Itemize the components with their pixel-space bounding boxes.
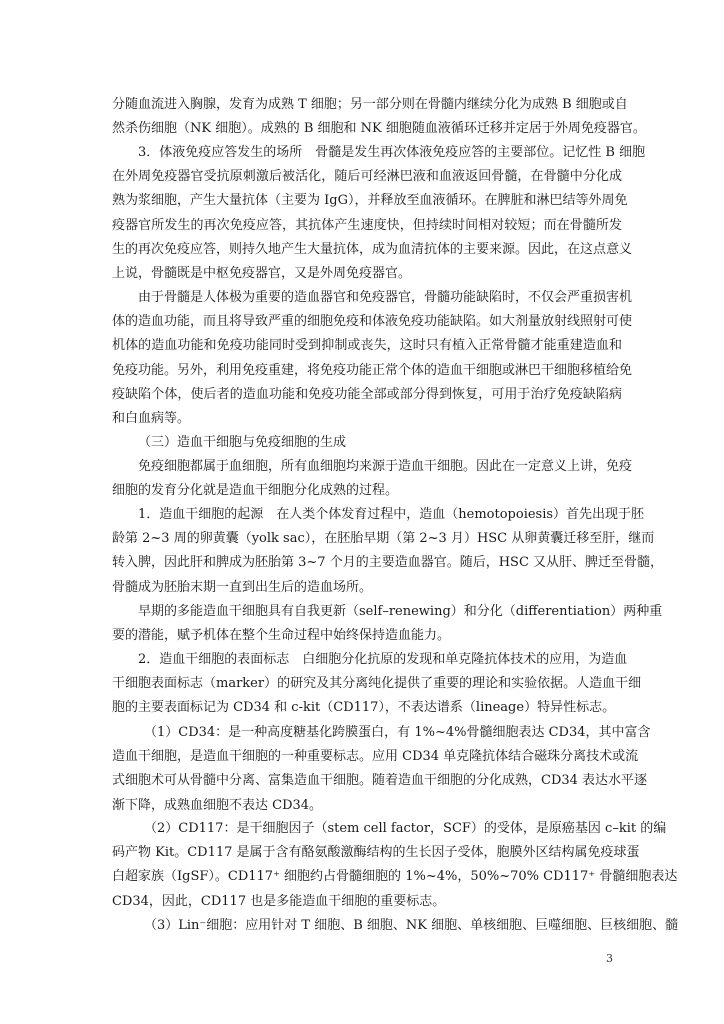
- page-number: 3: [606, 952, 613, 965]
- text-line: 细胞的发育分化就是造血干细胞分化成熟的过程。: [112, 483, 399, 499]
- text-line: 早期的多能造血干细胞具有自我更新（self–renewing）和分化（differentiation）两种重: [138, 604, 663, 619]
- text-line: 渐下降，成熟血细胞不表达 CD34。: [112, 797, 323, 813]
- text-line: 分随血流进入胸腺，发育为成熟 T 细胞；另一部分则在骨髓内继续分化为成熟 B 细胞或自: [112, 97, 628, 112]
- paragraph-self-renewal: [112, 600, 663, 648]
- text-line: 3．体液免疫应答发生的场所 骨髓是发生再次体液免疫应答的主要部位。记忆性 B 细胞: [138, 145, 646, 160]
- text-line: 造血干细胞，是造血干细胞的一种重要标志。应用 CD34 单克隆抗体结合磁珠分离技术或流: [112, 749, 639, 765]
- text-line: 干细胞表面标志（marker）的研究及其分离纯化提供了重要的理论和实验依据。人造血干细: [112, 676, 642, 692]
- text-line: 码产物 Kit。CD117 是属于含有酪氨酸激酶结构的生长因子受体，胞膜外区结构属免疫球蛋: [112, 845, 640, 861]
- text-line: CD34，因此，CD117 也是多能造血干细胞的重要标志。: [112, 893, 446, 909]
- paragraph-humoral-response: [112, 141, 646, 286]
- text-line: 在外周免疫器官受抗原刺激后被活化，随后可经淋巴液和血液返回骨髓，在骨髓中分化成: [112, 169, 622, 185]
- paragraph-immune-cells: [112, 455, 633, 503]
- text-line: 免疫功能。另外，利用免疫重建，将免疫功能正常个体的造血干细胞或淋巴干细胞移植给免: [112, 362, 633, 378]
- paragraph-surface-markers: [112, 648, 642, 721]
- paragraph-continuation: [112, 93, 646, 141]
- text-line: （1）CD34：是一种高度糖基化跨膜蛋白，有 1%~4%骨髓细胞表达 CD34，其中富含: [144, 725, 651, 740]
- text-line: 要的潜能，赋予机体在整个生命过程中始终保持造血能力。: [112, 628, 451, 644]
- text-line: （3）Lin⁻细胞：应用针对 T 细胞、B 细胞、NK 细胞、单核细胞、巨噬细胞、巨核细胞、髓: [144, 918, 679, 933]
- paragraph-bone-marrow: [112, 286, 633, 431]
- text-line: 熟为浆细胞，产生大量抗体（主要为 IgG），并释放至血液循环。在脾脏和淋巴结等外周免: [112, 193, 628, 209]
- text-line: （2）CD117：是干细胞因子（stem cell factor，SCF）的受体，是原癌基因 c–kit 的编: [144, 821, 667, 836]
- text-line: 体的造血功能，而且将导致严重的细胞免疫和体液免疫功能缺陷。如大剂量放射线照射可使: [112, 314, 633, 330]
- text-line: 和白血病等。: [112, 411, 191, 427]
- text-line: 白超家族（IgSF）。CD117⁺ 细胞约占骨髓细胞的 1%~4%，50%~70% CD117⁺ 骨髓细胞表达: [112, 869, 678, 885]
- text-line: 2．造血干细胞的表面标志 白细胞分化抗原的发现和单克隆抗体技术的应用，为造血: [138, 652, 628, 667]
- text-line: 胞的主要表面标记为 CD34 和 c-kit（CD117），不表达谱系（lineage）特异性标志。: [112, 700, 616, 716]
- text-line: 免疫细胞都属于血细胞，所有血细胞均来源于造血干细胞。因此在一定意义上讲，免疫: [138, 459, 633, 474]
- text-line: 机体的造血功能和免疫功能同时受到抑制或丧失，这时只有植入正常骨髓才能重建造血和: [112, 338, 622, 354]
- text-line: 转入脾，因此肝和脾成为胚胎第 3~7 个月的主要造血器官。随后，HSC 又从肝、脾迁至骨髓，: [112, 555, 664, 571]
- heading-line: （三）造血干细胞与免疫细胞的生成: [138, 435, 347, 450]
- paragraph-cd34: [112, 721, 651, 818]
- text-line: 式细胞术可从骨髓中分离、富集造血干细胞。随着造血干细胞的分化成熟，CD34 表达水平逐: [112, 773, 648, 789]
- text-line: 然杀伤细胞（NK 细胞）。成熟的 B 细胞和 NK 细胞随血液循环迁移并定居于外周免疫器官。: [112, 121, 646, 137]
- text-line: 1．造血干细胞的起源 在人类个体发育过程中，造血（hemotopoiesis）首先出现于胚: [138, 507, 645, 522]
- paragraph-cd117: [112, 817, 678, 914]
- section-heading: [112, 431, 622, 455]
- text-line: 上说，骨髓既是中枢免疫器官，又是外周免疫器官。: [112, 266, 412, 282]
- text-line: 疫器官所发生的再次免疫应答，其抗体产生速度快，但持续时间相对较短；而在骨髓所发: [112, 217, 622, 233]
- text-line: 龄第 2~3 周的卵黄囊（yolk sac），在胚胎早期（第 2~3 月）HSC 从卵黄囊迁移至肝，继而: [112, 531, 655, 547]
- text-line: 由于骨髓是人体极为重要的造血器官和免疫器官，骨髓功能缺陷时，不仅会严重损害机: [138, 290, 633, 305]
- text-line: 生的再次免疫应答，则持久地产生大量抗体，成为血清抗体的主要来源。因此，在这点意义: [112, 241, 633, 257]
- paragraph-lin-negative: [112, 914, 679, 938]
- paragraph-hsc-origin: [112, 503, 664, 600]
- text-line: 骨髓成为胚胎末期一直到出生后的造血场所。: [112, 579, 373, 595]
- text-line: 疫缺陷个体，使后者的造血功能和免疫功能全部或部分得到恢复，可用于治疗免疫缺陷病: [112, 386, 622, 402]
